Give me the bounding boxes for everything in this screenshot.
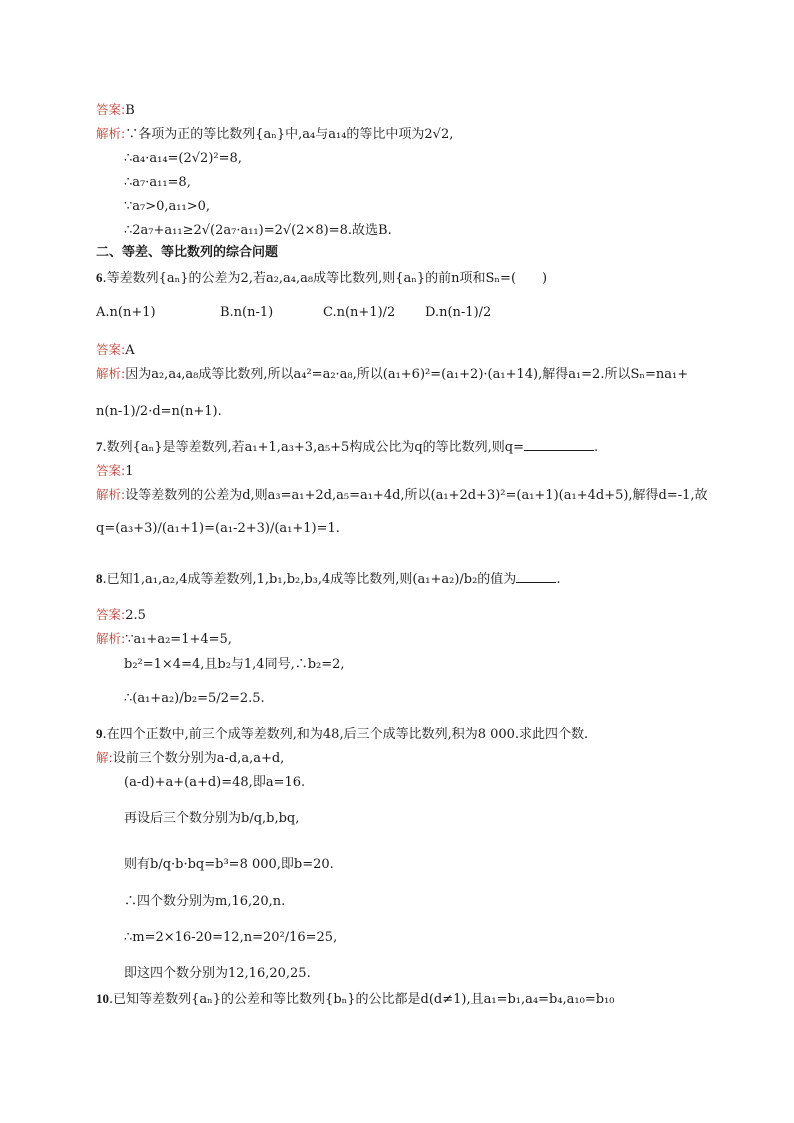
q8-analysis-text-1: ∵a₁+a₂=1+4=5, — [125, 632, 232, 647]
q5-analysis-text-1: ∵各项为正的等比数列{aₙ}中,a₄与a₁₄的等比中项为2√2, — [125, 127, 454, 142]
question-number: 8 — [96, 571, 103, 586]
analysis-label: 解析: — [96, 631, 126, 646]
q7-analysis-text-1: 设等差数列的公差为d,则a₃=a₁+2d,a₅=a₁+4d,所以(a₁+2d+3)²=(a₁+1)(a₁+4d+5),解得d=-1,故 — [125, 488, 708, 503]
q9-solution-line-7: 即这四个数分别为12,16,20,25. — [124, 966, 311, 981]
answer-blank[interactable] — [524, 438, 594, 451]
q7-stem-text: .数列{aₙ}是等差数列,若a₁+1,a₃+3,a₅+5构成公比为q的等比数列,则q= — [102, 440, 524, 455]
analysis-label: 解析: — [96, 487, 126, 502]
q5-analysis-line-4: ∵a₇>0,a₁₁>0, — [124, 199, 210, 214]
answer-value: A — [125, 343, 135, 358]
answer-value: 1 — [125, 464, 134, 479]
question-number: 9 — [96, 726, 103, 741]
q7-stem: 7.数列{aₙ}是等差数列,若a₁+1,a₃+3,a₅+5构成公比为q的等比数列,则q= . — [96, 439, 599, 455]
analysis-label: 解析: — [96, 126, 126, 141]
answer-label: 答案: — [96, 102, 126, 117]
q9-solution-line-4: 则有b/q·b·bq=b³=8 000,即b=20. — [124, 857, 334, 872]
q6-option-a: A.n(n+1) — [96, 305, 156, 320]
q6-analysis-line-1 — [96, 365, 688, 384]
answer-value: B — [125, 103, 135, 118]
q8-analysis-line-3: ∴(a₁+a₂)/b₂=5/2=2.5. — [124, 691, 265, 706]
answer-label: 答案: — [96, 342, 126, 357]
answer-blank[interactable] — [516, 570, 556, 583]
q8-stem: 8.已知1,a₁,a₂,4成等差数列,1,b₁,b₂,b₃,4成等比数列,则(a₁+a₂)/b₂的值为 . — [96, 571, 561, 587]
q9-solution-text-1: 设前三个数分别为a-d,a,a+d, — [112, 751, 285, 766]
section-title: 二、等差、等比数列的综合问题 — [96, 245, 279, 260]
q9-stem — [96, 725, 588, 744]
q10-stem — [96, 990, 614, 1009]
q9-solution-line-5: ∴四个数分别为m,16,20,n. — [124, 894, 286, 909]
q5-analysis-line-2: ∴a₄·a₁₄=(2√2)²=8, — [124, 151, 242, 166]
question-number: 10 — [96, 991, 109, 1006]
q9-solution-line-1 — [96, 749, 284, 768]
q10-stem-text: .已知等差数列{aₙ}的公差和等比数列{bₙ}的公比都是d(d≠1),且a₁=b₁,a₄=b₄,a₁₀=b₁₀ — [109, 992, 615, 1007]
q7-analysis-line-1 — [96, 486, 708, 505]
question-number: 7 — [96, 439, 103, 454]
answer-label: 答案: — [96, 463, 126, 478]
analysis-label: 解析: — [96, 366, 126, 381]
q5-analysis-line-3: ∴a₇·a₁₁=8, — [124, 175, 191, 190]
q7-answer — [96, 462, 134, 481]
q8-analysis-line-1 — [96, 630, 232, 649]
answer-value: 2.5 — [125, 608, 146, 623]
q6-analysis-text-1: 因为a₂,a₄,a₈成等比数列,所以a₄²=a₂·a₈,所以(a₁+6)²=(a₁+2)·(a₁+14),解得a₁=2.所以Sₙ=na₁+ — [125, 367, 689, 382]
q8-answer — [96, 606, 146, 625]
q9-solution-line-2: (a-d)+a+(a+d)=48,即a=16. — [124, 775, 306, 790]
q8-stem-text: .已知1,a₁,a₂,4成等差数列,1,b₁,b₂,b₃,4成等比数列,则(a₁+a₂)/b₂的值为 — [102, 572, 517, 587]
q8-analysis-line-2: b₂²=1×4=4,且b₂与1,4同号,∴b₂=2, — [124, 657, 345, 672]
q6-answer — [96, 341, 135, 360]
q6-analysis-line-2: n(n-1)/2·d=n(n+1). — [96, 404, 222, 419]
q9-solution-line-3: 再设后三个数分别为b/q,b,bq, — [124, 811, 300, 826]
solution-label: 解: — [96, 750, 113, 765]
q6-option-b: B.n(n-1) — [220, 305, 274, 320]
q6-option-c: C.n(n+1)/2 — [323, 305, 396, 320]
q9-stem-text: .在四个正数中,前三个成等差数列,和为48,后三个成等比数列,积为8 000.求此四个数. — [102, 727, 589, 742]
q6-stem-text: .等差数列{aₙ}的公差为2,若a₂,a₄,a₈成等比数列,则{aₙ}的前n项和Sₙ=( ) — [102, 271, 548, 286]
question-number: 6 — [96, 270, 103, 285]
q5-answer — [96, 101, 135, 120]
q5-analysis-line-1 — [96, 125, 453, 144]
q6-stem — [96, 269, 547, 288]
answer-label: 答案: — [96, 607, 126, 622]
q6-option-d: D.n(n-1)/2 — [425, 305, 492, 320]
q7-analysis-line-2: q=(a₃+3)/(a₁+1)=(a₁-2+3)/(a₁+1)=1. — [96, 521, 340, 536]
q9-solution-line-6: ∴m=2×16-20=12,n=20²/16=25, — [124, 930, 338, 945]
q5-analysis-line-5: ∴2a₇+a₁₁≥2√(2a₇·a₁₁)=2√(2×8)=8.故选B. — [124, 223, 392, 238]
